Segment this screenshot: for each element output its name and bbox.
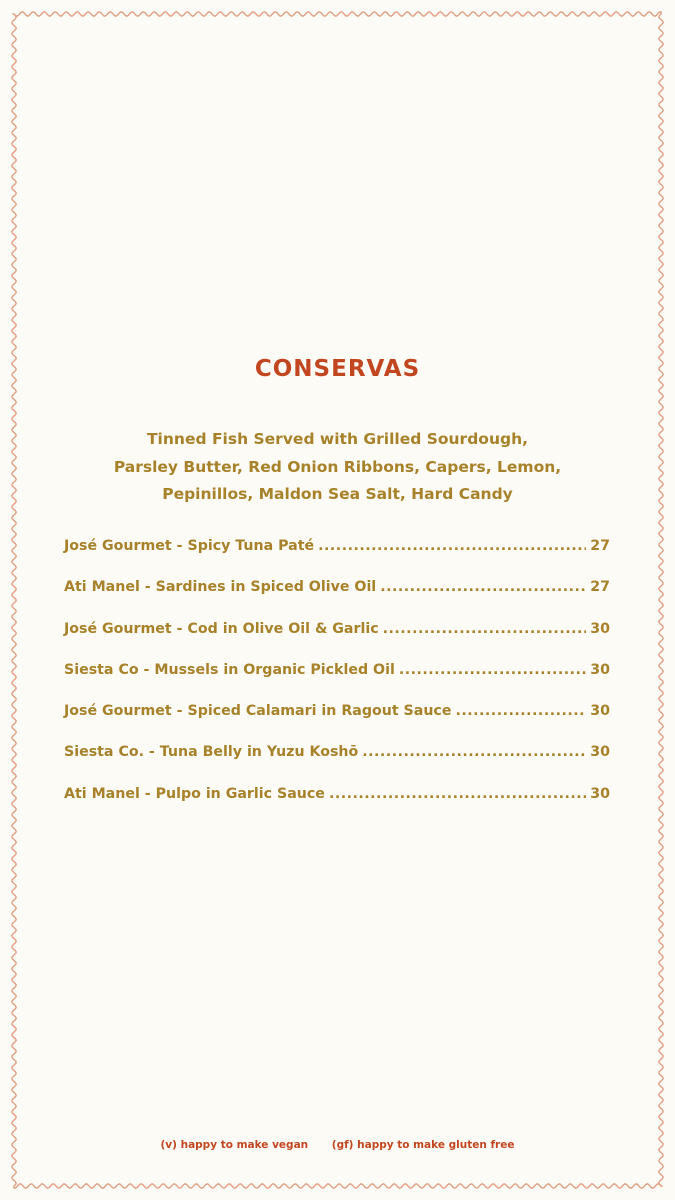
menu-item — [64, 538, 610, 579]
menu-item — [64, 579, 610, 620]
menu-item-price: 30 — [590, 703, 610, 720]
description-line-1: Tinned Fish Served with Grilled Sourdough, — [146, 430, 528, 448]
menu-item-price: 27 — [590, 538, 610, 554]
dot-leader — [383, 621, 586, 637]
description-line-3: Pepinillos, Maldon Sea Salt, Hard Candy — [162, 485, 513, 503]
menu-item-name: Ati Manel - Sardines in Spiced Olive Oil — [64, 579, 377, 596]
menu-list — [64, 538, 610, 827]
section-description — [60, 426, 615, 509]
menu-item — [64, 621, 610, 662]
description-line-2: Parsley Butter, Red Onion Ribbons, Capers, Lemon, — [113, 457, 562, 476]
dot-leader — [380, 579, 586, 595]
section-title: CONSERVAS — [254, 356, 421, 382]
menu-item-name: Siesta Co - Mussels in Organic Pickled Oil — [64, 661, 395, 678]
dot-leader — [329, 786, 586, 802]
menu-item — [64, 786, 610, 827]
dot-leader — [399, 662, 586, 678]
gluten-free-note: (gf) happy to make gluten free — [331, 1139, 515, 1151]
menu-item — [64, 703, 610, 744]
dot-leader — [455, 703, 586, 719]
menu-item-name: Ati Manel - Pulpo in Garlic Sauce — [64, 785, 325, 802]
menu-item-name: José Gourmet - Cod in Olive Oil & Garlic — [64, 620, 379, 637]
dietary-notes — [0, 1139, 675, 1151]
menu-item-price: 30 — [590, 620, 610, 637]
menu-item-price: 30 — [590, 661, 610, 678]
menu-item-price: 27 — [590, 579, 610, 596]
dot-leader — [318, 538, 586, 554]
vegan-note: (v) happy to make vegan — [160, 1139, 309, 1151]
menu-item-name: José Gourmet - Spicy Tuna Paté — [64, 538, 315, 554]
menu-item — [64, 744, 610, 785]
menu-item-name: José Gourmet - Spiced Calamari in Ragout Sauce — [64, 703, 452, 720]
menu-item-price: 30 — [590, 744, 610, 761]
menu-item — [64, 662, 610, 703]
menu-item-name: Siesta Co. - Tuna Belly in Yuzu Koshō — [64, 744, 359, 761]
menu-item-price: 30 — [590, 785, 610, 802]
dot-leader — [362, 744, 586, 760]
